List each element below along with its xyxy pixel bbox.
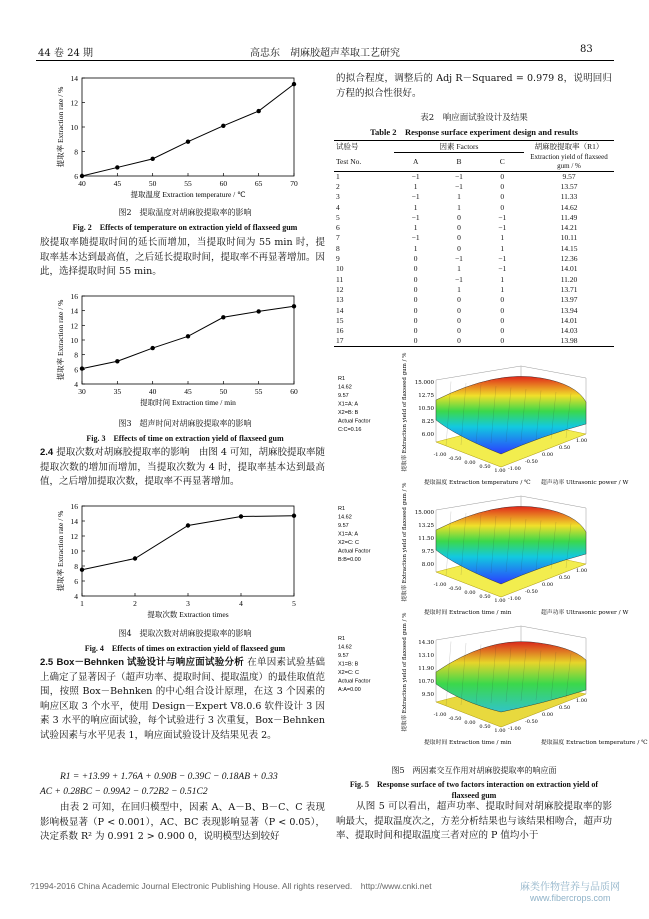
- cell-yield: 13.57: [560, 181, 578, 191]
- cell-yield: 14.62: [560, 202, 578, 212]
- cell-factor: 0: [457, 243, 461, 253]
- fig5-legend-item: A:A=0.00: [338, 687, 361, 693]
- cell-yield: 13.94: [560, 305, 578, 315]
- cell-factor: 0: [413, 305, 418, 315]
- x-tick-label: 5: [292, 599, 296, 608]
- fig5-z-tick-label: 12.75: [418, 393, 434, 399]
- y-tick-label: 10: [70, 336, 78, 345]
- cell-factor: 1: [500, 284, 505, 294]
- fig5-z-tick-label: 8.00: [421, 562, 434, 568]
- data-point: [80, 366, 84, 370]
- cell-factor: −1: [411, 192, 420, 202]
- fig5-legend-item: R1: [338, 636, 346, 642]
- cell-test-no: 15: [336, 315, 344, 325]
- table-row: [334, 253, 614, 263]
- cell-factor: −1: [411, 233, 420, 243]
- fig5-z-tick-label: 11.50: [418, 536, 434, 542]
- y-tick-label: 6: [74, 365, 78, 375]
- x-tick-label: 3: [186, 599, 190, 608]
- y-tick-label: 8: [74, 350, 78, 360]
- cell-factor: −1: [411, 212, 420, 222]
- fig5-y-tick-label: 1.00: [576, 438, 588, 444]
- fig5-y-label: 提取温度 Extraction temperature / ℃: [541, 740, 648, 746]
- fig5-x-tick-label: -0.50: [448, 716, 462, 722]
- cell-test-no: 3: [336, 192, 340, 202]
- cell-test-no: 5: [336, 212, 340, 222]
- header-factor-b: B: [456, 157, 462, 167]
- header-factor-a: A: [412, 157, 419, 167]
- y-tick-label: 16: [70, 502, 78, 511]
- x-tick-label: 30: [78, 387, 86, 396]
- table-row: [334, 202, 614, 212]
- section-2-5-number: 2.5: [40, 657, 54, 668]
- cell-factor: 0: [500, 181, 505, 191]
- cell-test-no: 14: [336, 305, 344, 315]
- fig4-plot: [52, 500, 322, 622]
- cell-yield: 11.20: [560, 274, 578, 284]
- cell-factor: 1: [500, 243, 505, 253]
- cell-factor: 0: [457, 315, 461, 325]
- x-tick-label: 35: [113, 387, 122, 396]
- cell-factor: −1: [437, 171, 480, 181]
- y-tick-label: 14: [70, 306, 78, 316]
- fig5-y-tick-label: 0.00: [542, 582, 554, 588]
- fig5-y-tick-label: 0.50: [559, 705, 571, 711]
- x-tick-label: 50: [219, 387, 228, 396]
- paragraph-fit: 的拟合程度，调整后的 Adj R－Squared = 0.979 8，说明回归方程的拟合性很好。: [336, 73, 612, 99]
- y-tick-label: 14: [70, 517, 78, 526]
- fig5-y-label: 超声功率 Ultrasonic power / W: [541, 480, 629, 486]
- fig5-y-tick-label: -1.00: [508, 726, 521, 732]
- fig5-y-tick-label: 1.00: [576, 568, 588, 574]
- fig5-z-tick-label: 9.75: [421, 549, 434, 555]
- cell-test-no: 6: [336, 223, 340, 233]
- x-tick-label: 55: [184, 179, 192, 188]
- data-point: [292, 514, 296, 518]
- fig5-legend-item: Actual Factor: [338, 678, 371, 685]
- fig5-legend-item: Actual Factor: [338, 418, 371, 425]
- cell-factor: 0: [500, 315, 505, 325]
- fig5-z-tick-label: 8.25: [421, 419, 434, 425]
- data-point: [150, 346, 154, 350]
- watermark-url: www.fibercrops.com: [530, 893, 611, 903]
- fig5-panel: [338, 483, 628, 616]
- x-tick-label: 70: [290, 179, 298, 188]
- cell-yield: 10.11: [560, 233, 578, 243]
- cell-yield: 11.49: [560, 212, 578, 222]
- fig3-plot: [52, 290, 322, 410]
- x-tick-label: 45: [184, 387, 192, 396]
- header-factor-c: C: [499, 157, 505, 167]
- fig5-z-tick-label: 9.50: [421, 692, 434, 698]
- data-point: [186, 523, 190, 527]
- fig5-x-tick-label: 0.00: [464, 720, 476, 726]
- cell-factor: 0: [413, 264, 418, 274]
- cell-test-no: 16: [336, 326, 344, 336]
- cell-factor: 0: [413, 326, 418, 336]
- table-row: [334, 181, 614, 191]
- fig5-z-tick-label: 15.000: [414, 510, 434, 516]
- cell-yield: 14.03: [560, 326, 578, 336]
- cell-factor: 1: [457, 202, 461, 212]
- cell-factor: −1: [498, 254, 507, 264]
- paragraph-time: 胶提取率随提取时间的延长而增加，当提取时间为 55 min 时，提取率基本达到最高值，之后延长提取时间，提取率不再显著增加。因此，选择提取时间 55 min。: [40, 237, 326, 277]
- y-tick-label: 10: [70, 547, 78, 556]
- fig5-z-tick-label: 6.00: [421, 432, 434, 438]
- y-tick-label: 4: [74, 380, 78, 389]
- table-row: [334, 315, 614, 325]
- x-tick-label: 4: [239, 599, 243, 608]
- fig5-x-tick-label: 0.50: [479, 724, 491, 730]
- table-row: [334, 274, 614, 284]
- fig5-z-tick-label: 10.50: [418, 406, 434, 412]
- fig5-x-tick-label: 0.00: [464, 590, 476, 596]
- cell-factor: −1: [454, 181, 463, 191]
- y-tick-label: 12: [70, 98, 78, 108]
- cell-factor: 1: [457, 192, 461, 202]
- cell-yield: 9.57: [524, 171, 614, 181]
- fig3-caption-cn: 图3 超声时间对胡麻胶提取率的影响: [118, 419, 252, 428]
- cell-yield: 14.15: [560, 243, 578, 253]
- section-2-4: [40, 446, 325, 490]
- journal-volume: 44 卷 24 期: [38, 48, 93, 59]
- table2-body: [334, 171, 614, 346]
- cell-factor: 0: [500, 305, 505, 315]
- cell-factor: 0: [413, 315, 418, 325]
- fig5-caption-en: Fig. 5 Response surface of two factors interaction on extraction yield of flaxseed gum: [349, 780, 599, 800]
- cell-factor: 0: [394, 336, 437, 346]
- cell-factor: 0: [413, 295, 418, 305]
- y-tick-label: 6: [74, 577, 78, 586]
- cell-yield: 13.97: [560, 295, 578, 305]
- header-factors: 因素 Factors: [394, 141, 524, 153]
- y-tick-label: 16: [70, 292, 78, 301]
- regression-equation-line1: R1 = +13.99 + 1.76A + 0.90B − 0.39C − 0.18AB + 0.33: [60, 772, 278, 782]
- fig5-caption-cn: 图5 两因素交互作用对胡麻胶提取率的响应面: [391, 766, 557, 775]
- fig5-legend-item: X2=C: C: [338, 540, 359, 546]
- fig5-z-label: 提取率 Extraction yield of flaxseed gum / %: [402, 482, 408, 602]
- data-point: [115, 165, 119, 169]
- table-row: [334, 295, 614, 305]
- plot-frame: [82, 78, 294, 176]
- cell-test-no: 7: [336, 233, 340, 243]
- fig5-y-tick-label: 0.50: [559, 445, 571, 451]
- fig5-legend-item: X1=A: A: [338, 401, 359, 408]
- running-title: 高忠东 胡麻胶超声萃取工艺研究: [250, 48, 400, 59]
- fig5-x-tick-label: -1.00: [433, 582, 447, 588]
- fig5-y-tick-label: 0.00: [542, 452, 554, 458]
- cell-factor: 0: [457, 212, 461, 222]
- fig5-y-tick-label: 1.00: [576, 698, 588, 704]
- cell-factor: 0: [413, 284, 418, 294]
- fig5-x-tick-label: -1.00: [433, 452, 447, 458]
- fig5-x-tick-label: 0.50: [479, 594, 491, 600]
- fig4-caption-cn: 图4 提取次数对胡麻胶提取率的影响: [118, 629, 252, 638]
- page-number: 83: [580, 44, 593, 55]
- fig5-legend-item: X1=B: B: [338, 661, 359, 668]
- cell-test-no: 2: [336, 181, 340, 191]
- y-tick-label: 14: [70, 74, 78, 83]
- cell-test-no: 8: [336, 243, 340, 253]
- fig5-legend-item: 9.57: [338, 653, 349, 659]
- data-point: [115, 359, 119, 363]
- cell-factor: 1: [413, 223, 418, 233]
- cell-factor: 1: [413, 181, 418, 191]
- x-tick-label: 50: [148, 179, 157, 188]
- y-axis-label: 提取率 Extraction rate / %: [56, 299, 65, 381]
- data-point: [80, 568, 84, 572]
- cell-test-no: 13: [336, 295, 344, 305]
- table-row: [334, 264, 614, 274]
- table-row: [334, 243, 614, 253]
- cell-test-no: 17: [334, 336, 394, 346]
- fig5-y-tick-label: -1.00: [508, 596, 521, 602]
- table-row: [334, 192, 614, 202]
- x-tick-label: 2: [133, 599, 137, 608]
- x-tick-label: 40: [78, 179, 86, 188]
- table-row: [334, 222, 614, 232]
- y-tick-label: 6: [74, 172, 78, 181]
- cell-yield: 14.21: [560, 223, 578, 233]
- fig5-y-tick-label: -1.00: [508, 466, 521, 472]
- fig5-z-tick-label: 14.30: [418, 640, 434, 646]
- header-yield-en: Extraction yield of flaxseed gum / %: [530, 152, 608, 170]
- fig5-legend-item: 14.62: [338, 514, 352, 521]
- fig5-y-tick-label: -0.50: [525, 459, 538, 465]
- header-test-no-en: Test No.: [336, 157, 362, 166]
- fig5-panel: [338, 353, 628, 486]
- data-point: [80, 174, 84, 178]
- y-tick-label: 10: [70, 123, 78, 132]
- cell-factor: 1: [457, 264, 461, 274]
- x-tick-label: 45: [113, 179, 122, 188]
- data-point: [186, 334, 190, 338]
- cell-factor: −1: [454, 254, 463, 264]
- section-2-5-text: 在单因素试验基础上确定了显著因子（超声功率、提取时间、提取温度）的最佳取值范围，按照 Box－Behnken 的中心组合设计原理，在这 3 个因素的响应区取 3 个水平，使用 Design－Expert V8.0.6 软件设计 3 因素 3 水平的响应面试验，每个试验进行 3 次重复，Box－Behnken 试验因素与水平见表 1，响应面试验设计及结果见表 2。: [40, 657, 326, 741]
- fig5-z-tick-label: 13.10: [418, 653, 434, 659]
- fig5-y-label: 超声功率 Ultrasonic power / W: [541, 610, 629, 616]
- section-2-4-number: 2.4: [40, 447, 54, 458]
- regression-equation-line2: AC + 0.28BC − 0.99A2 − 0.72B2 − 0.51C2: [40, 787, 208, 797]
- x-axis-label: 提取时间 Extraction time / min: [140, 398, 236, 407]
- fig5-legend-item: X1=A: A: [338, 531, 359, 538]
- fig5-legend-item: X2=B: B: [338, 410, 359, 416]
- fig5-x-tick-label: 1.00: [494, 728, 506, 734]
- table2-title-en: Table 2 Response surface experiment design and results: [370, 127, 578, 137]
- cell-test-no: 4: [336, 202, 340, 212]
- cell-factor: 0: [500, 326, 505, 336]
- data-point: [150, 157, 154, 161]
- fig4-chart: [52, 500, 322, 622]
- y-axis-label: 提取率 Extraction rate / %: [56, 86, 65, 168]
- fig5-z-tick-label: 13.25: [418, 523, 434, 529]
- x-axis-label: 提取次数 Extraction times: [147, 610, 229, 619]
- data-point: [133, 556, 137, 560]
- fig5-x-label: 提取时间 Extraction time / min: [424, 740, 512, 746]
- data-point: [186, 140, 190, 144]
- watermark-cn: 麻类作物营养与品质网: [520, 882, 620, 893]
- data-point: [239, 514, 243, 518]
- x-tick-label: 55: [254, 387, 263, 396]
- fig5-legend-item: Actual Factor: [338, 548, 371, 555]
- fig5-x-label: 提取时间 Extraction time / min: [424, 610, 512, 616]
- table-row: [334, 325, 614, 335]
- fig2-caption-cn: 图2 提取温度对胡麻胶提取率的影响: [118, 208, 252, 217]
- cell-yield: 13.71: [560, 284, 578, 294]
- y-axis-label: 提取率 Extraction rate / %: [56, 510, 65, 592]
- data-point: [292, 304, 296, 308]
- fig5-x-label: 提取温度 Extraction temperature / ℃: [424, 480, 531, 486]
- cell-factor: 0: [457, 223, 461, 233]
- data-point: [221, 124, 225, 128]
- fig5-x-tick-label: 1.00: [494, 468, 506, 474]
- cell-test-no: 9: [336, 254, 340, 264]
- paragraph-fig5: 从图 5 可以看出，超声功率、提取时间对胡麻胶提取率的影响最大，提取温度次之，方差分析结果也与该结果相吻合，超声功率、提取时间和提取温度三者对应的 P 值均小于: [336, 801, 612, 841]
- table-row: [334, 305, 614, 315]
- fig3-caption-en: Fig. 3 Effects of time on extraction yield of flaxseed gum: [86, 434, 284, 443]
- data-point: [256, 309, 260, 313]
- fig5-x-tick-label: -0.50: [448, 586, 462, 592]
- cell-factor: 0: [481, 171, 524, 181]
- cell-factor: 0: [413, 254, 418, 264]
- fig5-z-tick-label: 11.90: [418, 666, 434, 672]
- cell-factor: 0: [500, 202, 505, 212]
- header-rule: [36, 60, 614, 61]
- fig5-legend-item: C:C=0.16: [338, 427, 362, 433]
- fig5-legend-item: X2=C: C: [338, 670, 359, 676]
- cell-test-no: 12: [336, 284, 344, 294]
- fig5-z-tick-label: 10.70: [418, 679, 434, 685]
- fig5-y-tick-label: 0.50: [559, 575, 571, 581]
- fig5-x-tick-label: 0.00: [464, 460, 476, 466]
- cell-factor: −1: [498, 212, 507, 222]
- cell-factor: 0: [481, 336, 524, 346]
- x-tick-label: 60: [290, 387, 298, 396]
- fig5-legend-item: 9.57: [338, 523, 349, 529]
- fig5-x-tick-label: -1.00: [433, 712, 447, 718]
- cell-yield: 12.36: [560, 254, 578, 264]
- series-line: [82, 84, 294, 176]
- cell-factor: 1: [457, 284, 461, 294]
- table-row: [334, 284, 614, 294]
- fig5-z-tick-label: 15.000: [414, 380, 434, 386]
- fig3-chart: [52, 290, 322, 410]
- cell-factor: 0: [457, 233, 461, 243]
- section-2-5: [40, 656, 325, 743]
- paragraph-regression: 由表 2 可知，在回归模型中，因素 A、A－B、B－C、C 表现影响极显著（P < 0.001），AC、BC 表现影响显著（P < 0.05），决定系数 R² 为 0.991 2 > 0.900 0，说明模型达到较好: [40, 802, 325, 842]
- fig5-plot: [336, 352, 648, 762]
- table2-grid: [334, 140, 614, 347]
- x-axis-label: 提取温度 Extraction temperature / ℃: [130, 190, 246, 199]
- table2-title-cn: 表2 响应面试验设计及结果: [420, 113, 528, 123]
- y-tick-label: 8: [74, 562, 78, 571]
- copyright-footer: ?1994-2016 China Academic Journal Electronic Publishing House. All rights reserved. http://www.cnki.net: [30, 881, 432, 891]
- cell-factor: −1: [498, 223, 507, 233]
- fig5-z-label: 提取率 Extraction yield of flaxseed gum / %: [402, 352, 408, 472]
- plot-frame: [82, 296, 294, 384]
- cell-factor: 0: [437, 336, 480, 346]
- cell-factor: −1: [394, 171, 437, 181]
- section-2-5-title: Box－Behnken 试验设计与响应面试验分析: [56, 657, 244, 668]
- fig5-panel: [338, 613, 648, 746]
- fig5-x-tick-label: 0.50: [479, 464, 491, 470]
- table-row: [334, 233, 614, 243]
- fig4-caption-en: Fig. 4 Effects of times on extraction yield of flaxseed gum: [84, 644, 286, 653]
- cell-factor: −1: [454, 274, 463, 284]
- fig2-caption-en: Fig. 2 Effects of temperature on extraction yield of flaxseed gum: [72, 223, 298, 232]
- y-tick-label: 12: [70, 532, 78, 541]
- fig5-legend-item: 14.62: [338, 384, 352, 391]
- table-row: [334, 171, 614, 181]
- x-tick-label: 1: [80, 599, 84, 608]
- table2: [334, 140, 614, 347]
- header-yield-cn: 胡麻胶提取率（R1）: [524, 141, 614, 153]
- cell-factor: 0: [413, 274, 418, 284]
- cell-factor: 0: [457, 305, 461, 315]
- fig5-y-tick-label: -0.50: [525, 589, 538, 595]
- data-point: [292, 82, 296, 86]
- header-test-no-cn: 试验号: [334, 141, 394, 153]
- x-tick-label: 65: [254, 179, 263, 188]
- fig5-legend-item: 9.57: [338, 393, 349, 399]
- fig5-x-tick-label: -0.50: [448, 456, 462, 462]
- fig5-y-tick-label: -0.50: [525, 719, 538, 725]
- cell-yield: 14.01: [560, 315, 578, 325]
- fig2-plot: [52, 72, 322, 202]
- cell-factor: 0: [500, 295, 505, 305]
- x-tick-label: 40: [148, 387, 157, 396]
- data-point: [221, 315, 225, 319]
- cell-yield: 11.33: [560, 192, 578, 202]
- plot-frame: [82, 506, 294, 596]
- cell-factor: 0: [457, 326, 461, 336]
- y-tick-label: 12: [70, 321, 78, 331]
- cell-yield: 14.01: [560, 264, 578, 274]
- fig5-legend-item: R1: [338, 376, 346, 382]
- cell-factor: 1: [500, 233, 505, 243]
- y-tick-label: 4: [74, 592, 78, 601]
- fig5-y-tick-label: 0.00: [542, 712, 554, 718]
- cell-test-no: 10: [336, 264, 344, 274]
- fig5-legend-item: B:B=0.00: [338, 557, 361, 563]
- cell-factor: 1: [413, 202, 418, 212]
- fig5-panels: [336, 352, 648, 762]
- table-row: [334, 212, 614, 222]
- cell-factor: 1: [413, 243, 418, 253]
- fig5-legend-item: 14.62: [338, 644, 352, 651]
- cell-factor: 0: [457, 295, 461, 305]
- cell-factor: 0: [500, 192, 505, 202]
- section-2-4-text: 提取次数对胡麻胶提取率的影响 由图 4 可知，胡麻胶提取率随提取次数的增加而增加，当提取次数为 4 时，提取率基本达到最高值，之后增加提取次数，提取率不再显著增加。: [40, 447, 325, 487]
- cell-test-no: 11: [336, 274, 344, 284]
- y-tick-label: 8: [74, 147, 78, 157]
- cell-factor: −1: [498, 264, 507, 274]
- cell-yield: 13.98: [524, 336, 614, 346]
- fig5-legend-item: R1: [338, 506, 346, 512]
- x-tick-label: 60: [219, 179, 228, 188]
- fig2-chart: [52, 72, 322, 202]
- fig5-z-label: 提取率 Extraction yield of flaxseed gum / %: [402, 612, 408, 732]
- data-point: [256, 109, 260, 113]
- fig5-x-tick-label: 1.00: [494, 598, 506, 604]
- cell-test-no: 1: [334, 171, 394, 181]
- table-row: [334, 336, 614, 346]
- cell-factor: 1: [500, 274, 505, 284]
